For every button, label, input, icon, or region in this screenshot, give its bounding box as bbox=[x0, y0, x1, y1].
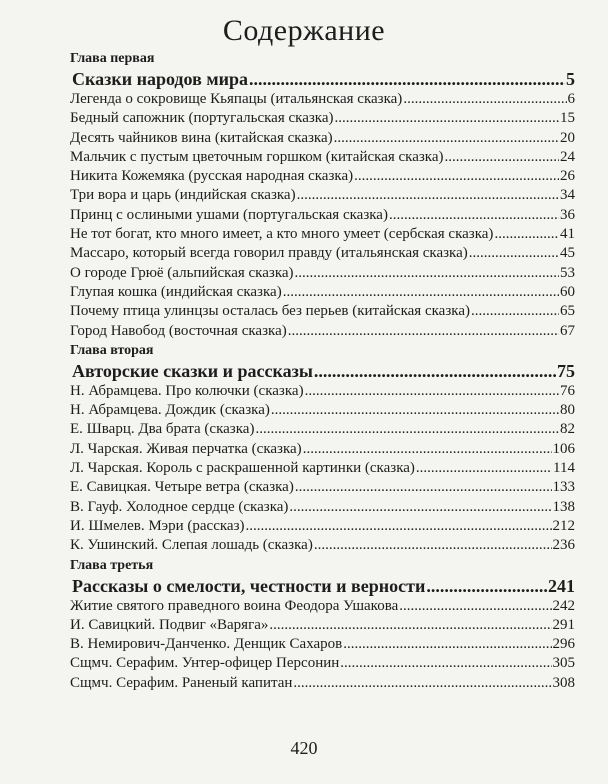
toc-entry[interactable] bbox=[70, 148, 575, 167]
toc-entry[interactable] bbox=[70, 635, 575, 654]
entry-title: Е. Шварц. Два брата (сказка) bbox=[70, 421, 255, 438]
entry-title: Житие святого праведного воина Феодора Ушакова bbox=[70, 597, 399, 614]
entry-page: 20 bbox=[560, 129, 575, 146]
dot-leader bbox=[354, 167, 559, 186]
entry-page: 36 bbox=[560, 206, 575, 223]
chapter-page: 75 bbox=[557, 360, 575, 381]
toc-entry[interactable] bbox=[70, 244, 575, 263]
table-of-contents bbox=[70, 49, 575, 693]
entry-title: К. Ушинский. Слепая лошадь (сказка) bbox=[70, 537, 313, 554]
entry-page: 41 bbox=[560, 226, 575, 243]
dot-leader bbox=[426, 575, 547, 597]
toc-entry[interactable] bbox=[70, 167, 575, 186]
toc-entry[interactable] bbox=[70, 654, 575, 673]
entry-title: Н. Абрамцева. Про колючки (сказка) bbox=[70, 382, 304, 399]
dot-leader bbox=[403, 90, 566, 109]
toc-entry[interactable] bbox=[70, 616, 575, 635]
toc-entry[interactable] bbox=[70, 109, 575, 128]
entry-title: Десять чайников вина (китайская сказка) bbox=[70, 129, 333, 146]
toc-entry[interactable] bbox=[70, 264, 575, 283]
entry-title: Три вора и царь (индийская сказка) bbox=[70, 187, 296, 204]
dot-leader bbox=[314, 360, 556, 382]
entry-page: 34 bbox=[560, 187, 575, 204]
dot-leader bbox=[471, 302, 559, 321]
dot-leader bbox=[249, 68, 565, 90]
dot-leader bbox=[303, 440, 552, 459]
entry-page: 308 bbox=[552, 674, 575, 691]
dot-leader bbox=[289, 498, 551, 517]
chapter-label: Глава первая bbox=[70, 51, 155, 66]
entry-title: Бедный сапожник (португальская сказка) bbox=[70, 110, 334, 127]
chapter-2 bbox=[70, 341, 575, 556]
dot-leader bbox=[269, 616, 551, 635]
entry-title: Массаро, который всегда говорил правду (итальянская сказка) bbox=[70, 245, 468, 262]
toc-entry[interactable] bbox=[70, 302, 575, 321]
dot-leader bbox=[283, 283, 559, 302]
entry-title: О городе Грюё (альпийская сказка) bbox=[70, 264, 294, 281]
entry-page: 45 bbox=[560, 245, 575, 262]
entry-page: 114 bbox=[553, 460, 575, 477]
entry-title: Не тот богат, кто много имеет, а кто много умеет (сербская сказка) bbox=[70, 226, 494, 243]
toc-entry[interactable] bbox=[70, 440, 575, 459]
dot-leader bbox=[335, 109, 560, 128]
toc-entry[interactable] bbox=[70, 420, 575, 439]
entry-title: Сщмч. Серафим. Унтер-офицер Персонин bbox=[70, 655, 340, 672]
entry-title: И. Савицкий. Подвиг «Варяга» bbox=[70, 616, 269, 633]
chapter-heading[interactable] bbox=[72, 68, 575, 90]
entry-page: 67 bbox=[560, 322, 575, 339]
entry-page: 6 bbox=[567, 91, 575, 107]
dot-leader bbox=[416, 459, 552, 478]
entry-title: Глупая кошка (индийская сказка) bbox=[70, 283, 282, 300]
entry-title: Н. Абрамцева. Дождик (сказка) bbox=[70, 402, 270, 419]
chapter-page: 5 bbox=[566, 69, 575, 89]
entry-title: Город Навобод (восточная сказка) bbox=[70, 322, 287, 339]
chapter-label: Глава третья bbox=[70, 557, 154, 573]
entry-title: В. Немирович-Данченко. Денщик Сахаров bbox=[70, 636, 343, 653]
entry-page: 80 bbox=[560, 402, 575, 419]
dot-leader bbox=[445, 148, 559, 167]
dot-leader bbox=[334, 129, 559, 148]
toc-entry[interactable] bbox=[70, 129, 575, 148]
entry-page: 82 bbox=[560, 421, 575, 438]
toc-entry[interactable] bbox=[70, 478, 575, 497]
dot-leader bbox=[494, 225, 559, 244]
toc-entry[interactable] bbox=[70, 597, 575, 616]
toc-entry[interactable] bbox=[70, 401, 575, 420]
entry-page: 305 bbox=[552, 655, 575, 672]
entry-page: 24 bbox=[560, 148, 575, 165]
toc-entry[interactable] bbox=[70, 536, 575, 555]
entry-title: Почему птица улинцзы осталась без перьев (китайская сказка) bbox=[70, 303, 470, 320]
dot-leader bbox=[305, 382, 559, 401]
toc-entry[interactable] bbox=[70, 186, 575, 205]
entry-title: Мальчик с пустым цветочным горшком (китайская сказка) bbox=[70, 148, 444, 165]
dot-leader bbox=[288, 322, 559, 341]
entry-page: 212 bbox=[552, 517, 575, 534]
chapter-name: Сказки народов мира bbox=[72, 69, 248, 89]
toc-entry[interactable] bbox=[70, 322, 575, 341]
entry-page: 60 bbox=[560, 283, 575, 300]
entry-title: Е. Савицкая. Четыре ветра (сказка) bbox=[70, 479, 294, 496]
chapter-page: 241 bbox=[548, 575, 575, 596]
dot-leader bbox=[297, 186, 559, 205]
entry-page: 291 bbox=[552, 616, 575, 633]
toc-entry[interactable] bbox=[70, 382, 575, 401]
dot-leader bbox=[469, 244, 559, 263]
chapter-3 bbox=[70, 556, 575, 693]
toc-entry[interactable] bbox=[70, 459, 575, 478]
dot-leader bbox=[295, 264, 559, 283]
page-title: Содержание bbox=[222, 14, 386, 47]
dot-leader bbox=[271, 401, 559, 420]
chapter-1 bbox=[70, 49, 575, 341]
entry-title: Сщмч. Серафим. Раненый капитан bbox=[70, 674, 293, 691]
entry-page: 133 bbox=[552, 479, 575, 496]
page-number: 420 bbox=[290, 738, 318, 758]
dot-leader bbox=[343, 635, 551, 654]
entry-title: Легенда о сокровище Кьяпацы (итальянская сказка) bbox=[70, 91, 403, 107]
entry-page: 236 bbox=[552, 537, 575, 554]
dot-leader bbox=[246, 517, 552, 536]
toc-entry[interactable] bbox=[70, 206, 575, 225]
entry-page: 296 bbox=[552, 636, 575, 653]
dot-leader bbox=[340, 654, 551, 673]
toc-entry[interactable] bbox=[70, 517, 575, 536]
dot-leader bbox=[255, 420, 559, 439]
entry-page: 106 bbox=[552, 440, 575, 457]
entry-page: 65 bbox=[560, 303, 575, 320]
chapter-label: Глава вторая bbox=[70, 342, 154, 358]
entry-page: 15 bbox=[560, 110, 575, 127]
toc-entry[interactable] bbox=[70, 90, 575, 109]
toc-entry[interactable] bbox=[70, 283, 575, 302]
toc-entry[interactable] bbox=[70, 225, 575, 244]
toc-entry[interactable] bbox=[70, 674, 575, 693]
entry-title: И. Шмелев. Мэри (рассказ) bbox=[70, 517, 245, 534]
entry-page: 26 bbox=[560, 168, 575, 185]
dot-leader bbox=[295, 478, 552, 497]
dot-leader bbox=[399, 597, 551, 616]
entry-title: В. Гауф. Холодное сердце (сказка) bbox=[70, 498, 289, 515]
entry-title: Л. Чарская. Живая перчатка (сказка) bbox=[70, 440, 302, 457]
entry-page: 242 bbox=[552, 597, 575, 614]
chapter-name: Авторские сказки и рассказы bbox=[72, 360, 313, 381]
chapter-heading[interactable] bbox=[72, 575, 575, 597]
entry-title: Л. Чарская. Король с раскрашенной картинки (сказка) bbox=[70, 460, 415, 477]
dot-leader bbox=[314, 536, 552, 555]
entry-page: 138 bbox=[552, 498, 575, 515]
entry-title: Принц с ослиными ушами (португальская сказка) bbox=[70, 206, 388, 223]
entry-title: Никита Кожемяка (русская народная сказка) bbox=[70, 168, 354, 185]
entry-page: 76 bbox=[560, 382, 575, 399]
toc-entry[interactable] bbox=[70, 498, 575, 517]
dot-leader bbox=[389, 206, 559, 225]
dot-leader bbox=[293, 674, 551, 693]
chapter-heading[interactable] bbox=[72, 360, 575, 382]
chapter-name: Рассказы о смелости, честности и верности bbox=[72, 575, 426, 596]
entry-page: 53 bbox=[560, 264, 575, 281]
